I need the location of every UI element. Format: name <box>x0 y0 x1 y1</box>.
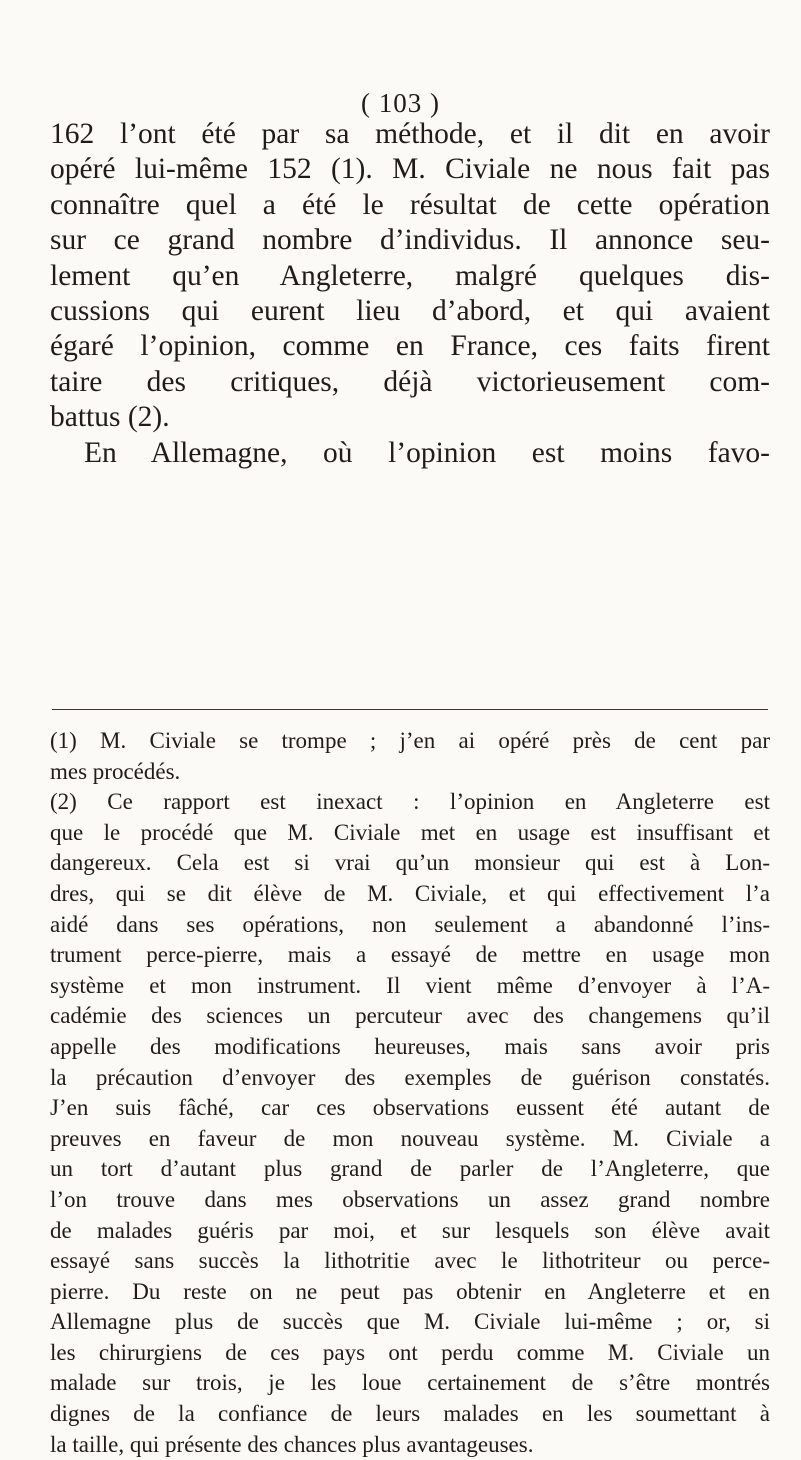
main-text <box>50 117 770 471</box>
text-line: sur ce grand nombre d’individus. Il annonce seu- <box>50 224 770 257</box>
footnote-line: pierre. Du reste on ne peut pas obtenir en Angleterre et en <box>50 1278 770 1304</box>
footnote-line: la précaution d’envoyer des exemples de guérison constatés. <box>50 1064 770 1090</box>
footnote-line: système et mon instrument. Il vient même d’envoyer à l’A- <box>50 972 770 998</box>
footnote-line: cadémie des sciences un percuteur avec des changemens qu’il <box>50 1003 770 1029</box>
footnote-separator <box>52 709 768 710</box>
text-line: opéré lui-même 152 (1). M. Civiale ne nous fait pas <box>50 153 770 186</box>
footnote-line: de malades guéris par moi, et sur lesquels son élève avait <box>50 1217 770 1243</box>
footnote-line: (1) M. Civiale se trompe ; j’en ai opéré près de cent par <box>50 728 770 753</box>
footnote-line: dignes de la confiance de leurs malades en les soumettant à <box>50 1401 770 1427</box>
text-line: battus (2). <box>50 401 170 434</box>
text-line: lement qu’en Angleterre, malgré quelques dis- <box>50 259 770 292</box>
footnote-line: Allemagne plus de succès que M. Civiale lui-même ; or, si <box>50 1309 770 1335</box>
text-line: 162 l’ont été par sa méthode, et il dit en avoir <box>50 118 770 150</box>
footnote-line: un tort d’autant plus grand de parler de l’Angleterre, que <box>50 1156 770 1182</box>
footnote-line: que le procédé que M. Civiale met en usage est insuffisant et <box>50 819 770 845</box>
footnote-line: appelle des modifications heureuses, mais sans avoir pris <box>50 1033 770 1059</box>
footnote-line: malade sur trois, je les loue certainement de s’être montrés <box>50 1370 770 1396</box>
footnote-line: J’en suis fâché, car ces observations eussent été autant de <box>50 1095 770 1121</box>
footnote-line: l’on trouve dans mes observations un assez grand nombre <box>50 1186 770 1212</box>
text-line: connaître quel a été le résultat de cette opération <box>50 188 770 221</box>
footnote-line: trument perce-pierre, mais a essayé de mettre en usage mon <box>50 942 770 968</box>
footnotes <box>50 726 770 1460</box>
text-line: cussions qui eurent lieu d’abord, et qui avaient <box>50 295 770 328</box>
page-number: ( 103 ) <box>361 88 440 118</box>
footnote-line: les chirurgiens de ces pays ont perdu comme M. Civiale un <box>50 1339 770 1365</box>
footnote-line: dres, qui se dit élève de M. Civiale, et qui effectivement l’a <box>50 880 770 906</box>
footnote-line: (2) Ce rapport est inexact : l’opinion en Angleterre est <box>50 789 770 815</box>
footnote-line: mes procédés. <box>50 758 181 784</box>
footnote-line: aidé dans ses opérations, non seulement a abandonné l’ins- <box>50 911 770 937</box>
footnote-line: la taille, qui présente des chances plus avantageuses. <box>50 1431 534 1457</box>
text-line: taire des critiques, déjà victorieusement com- <box>50 365 770 398</box>
text-line: égaré l’opinion, comme en France, ces faits firent <box>50 330 770 363</box>
footnote-line: dangereux. Cela est si vrai qu’un monsieur qui est à Lon- <box>50 850 770 876</box>
text-line: En Allemagne, où l’opinion est moins favo- <box>84 436 770 469</box>
footnote-line: preuves en faveur de mon nouveau système. M. Civiale a <box>50 1125 770 1151</box>
footnote-line: essayé sans succès la lithotritie avec le lithotriteur ou perce- <box>50 1248 770 1274</box>
